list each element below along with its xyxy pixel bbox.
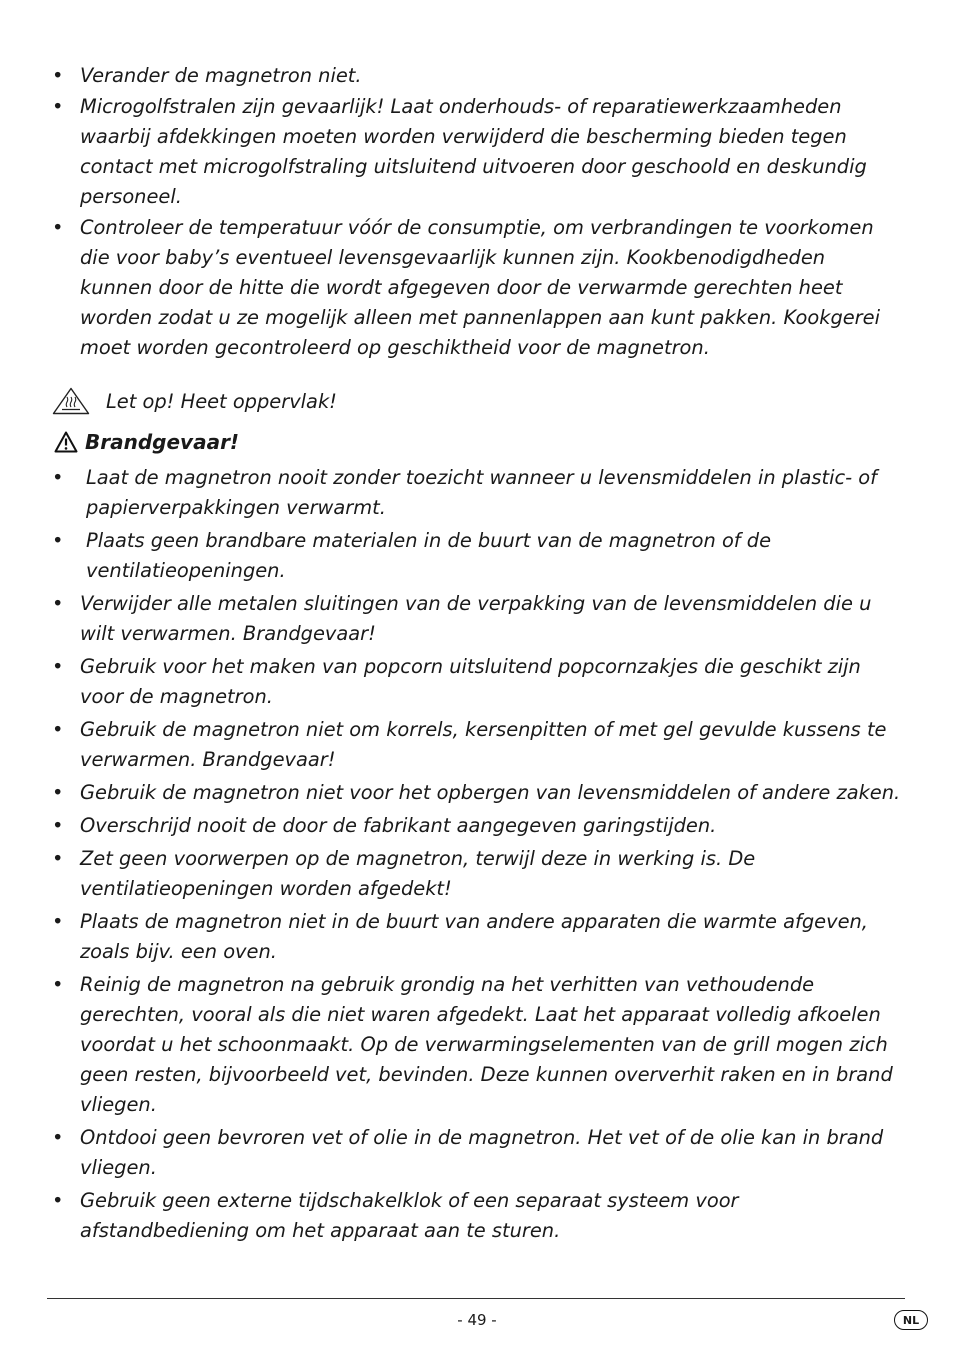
footer-divider bbox=[47, 1298, 905, 1299]
list-item: • Plaats de magnetron niet in de buurt van andere apparaten die warmte afgeven, zoals bijv. een oven. bbox=[52, 907, 908, 967]
list-item: • Microgolfstralen zijn gevaarlijk! Laat onderhouds- of reparatiewerkzaamheden waarbij afdekkingen moeten worden verwijderd die bescherming bieden tegen contact met microgolfstraling uitsluitend uitvoeren door geschoold en deskundig personeel. bbox=[52, 92, 902, 212]
hot-surface-warning bbox=[52, 385, 337, 417]
list-item: • Verwijder alle metalen sluitingen van de verpakking van de levensmiddelen die u wilt verwarmen. Brandgevaar! bbox=[52, 589, 908, 649]
list-item: • Ontdooi geen bevroren vet of olie in de magnetron. Het vet of de olie kan in brand vliegen. bbox=[52, 1123, 908, 1183]
list-item: • Reinig de magnetron na gebruik grondig na het verhitten van vethoudende gerechten, vooral als die niet waren afgedekt. Laat het apparaat volledig afkoelen voordat u het schoonmaakt. Op de verwarmingselementen van de grill mogen zich geen resten, bijvoorbeeld vet, bevinden. Deze kunnen oververhit raken en in brand vliegen. bbox=[52, 970, 908, 1120]
list-item: • Zet geen voorwerpen op de magnetron, terwijl deze in werking is. De ventilatieopeningen worden afgedekt! bbox=[52, 844, 908, 904]
hot-surface-warning-icon bbox=[52, 387, 90, 415]
list-item: • Controleer de temperatuur vóór de consumptie, om verbrandingen te voorkomen die voor baby’s eventueel levensgevaarlijk kunnen zijn. Kookbenodigdheden kunnen door de hitte die wordt afgegeven door de verwarmde gerechten heet worden zodat u ze mogelijk alleen met pannenlappen aan kunt pakken. Kookgerei moet worden gecontroleerd op geschiktheid voor de magnetron. bbox=[52, 213, 902, 363]
list-item: • Gebruik de magnetron niet voor het opbergen van levensmiddelen of andere zaken. bbox=[52, 778, 908, 808]
bullet: • bbox=[52, 216, 64, 239]
bullet: • bbox=[52, 1126, 64, 1149]
list-item: • Gebruik voor het maken van popcorn uitsluitend popcornzakjes die geschikt zijn voor de magnetron. bbox=[52, 652, 908, 712]
language-badge: NL bbox=[894, 1310, 928, 1330]
list-item: • Gebruik geen externe tijdschakelklok of een separaat systeem voor afstandbediening om het apparaat aan te sturen. bbox=[52, 1186, 908, 1246]
list-item: • Gebruik de magnetron niet om korrels, kersenpitten of met gel gevulde kussens te verwarmen. Brandgevaar! bbox=[52, 715, 908, 775]
warning-triangle-icon bbox=[54, 431, 78, 453]
bullet: • bbox=[52, 973, 64, 996]
fire-hazard-title: Brandgevaar! bbox=[85, 430, 240, 454]
page-number: - 49 - bbox=[457, 1311, 497, 1329]
bullet: • bbox=[52, 592, 64, 615]
bullet: • bbox=[52, 718, 64, 741]
bullet: • bbox=[52, 781, 64, 804]
fire-safety-list bbox=[52, 463, 908, 1249]
bullet: • bbox=[52, 910, 64, 933]
list-item: • Overschrijd nooit de door de fabrikant aangegeven garingstijden. bbox=[52, 811, 908, 841]
bullet: • bbox=[52, 64, 64, 87]
bullet: • bbox=[52, 1189, 64, 1212]
hot-surface-text: Let op! Heet oppervlak! bbox=[106, 389, 337, 413]
general-safety-list bbox=[52, 61, 902, 364]
list-item: • Verander de magnetron niet. bbox=[52, 61, 902, 91]
bullet: • bbox=[52, 529, 64, 552]
list-item: • Laat de magnetron nooit zonder toezicht wanneer u levensmiddelen in plastic- of papierverpakkingen verwarmt. bbox=[52, 463, 908, 523]
fire-hazard-heading bbox=[54, 430, 239, 454]
bullet: • bbox=[52, 466, 64, 489]
bullet: • bbox=[52, 814, 64, 837]
list-item: • Plaats geen brandbare materialen in de buurt van de magnetron of de ventilatieopeningen. bbox=[52, 526, 908, 586]
bullet: • bbox=[52, 655, 64, 678]
bullet: • bbox=[52, 95, 64, 118]
bullet: • bbox=[52, 847, 64, 870]
